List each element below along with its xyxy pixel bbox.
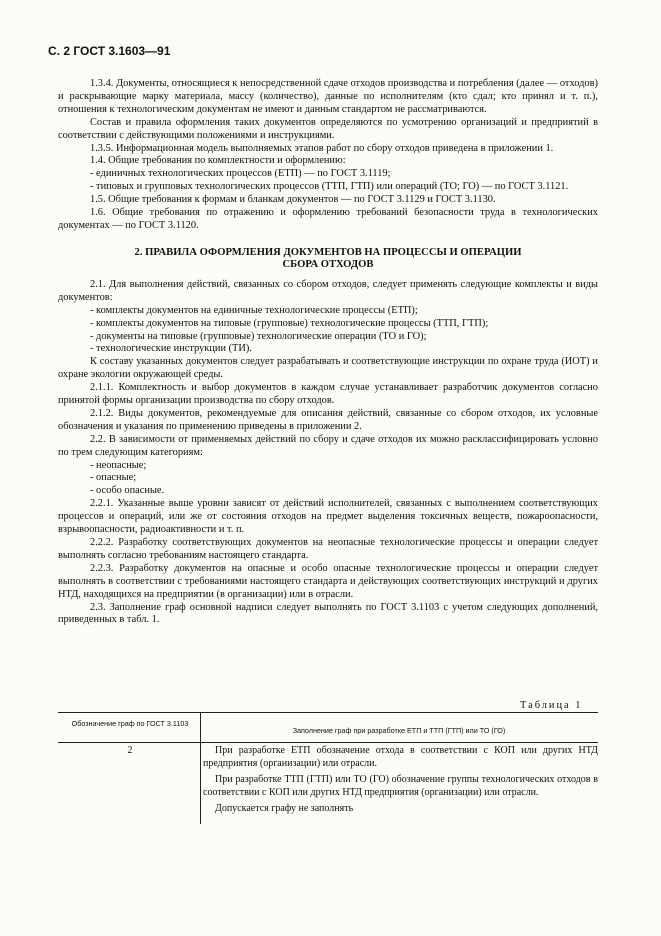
table-cell-text xyxy=(203,745,598,820)
list-item: - документы на типовые (групповые) технологические операции (ТО и ГО); xyxy=(90,330,427,342)
table-cell-paragraph: Допускается графу не заполнять xyxy=(215,803,354,815)
paragraph: 2.1.2. Виды документов, рекомендуемые для описания действий, связанные со сбором отходов, их условные обозначения и указания по применению приведены в приложении 2. xyxy=(58,407,598,432)
document-body xyxy=(58,78,598,627)
paragraph: Состав и правила оформления таких документов определяются по усмотрению организаций и предприятий в соответствии с действующими положениями и инструкциями. xyxy=(58,116,598,141)
table-cell-paragraph: При разработке ЕТП обозначение отхода в соответствии с КОП или других НТД предприятия (организации) или отрасли. xyxy=(203,745,598,769)
paragraph: 2.2. В зависимости от применяемых действий по сбору и сдаче отходов их можно расклассифицировать условно по трем следующим категориям: xyxy=(58,433,598,458)
list-item: - неопасные; xyxy=(90,459,147,471)
paragraph: 2.2.3. Разработку документов на опасные и особо опасные технологические процессы и операции следует выполнять в соответствии с требованиями настоящего стандарта и действующих соответствующих инструкций и других НТД, находящихся на предприятии (в организации) или в отрасли. xyxy=(58,562,598,600)
paragraph: 1.3.4. Документы, относящиеся к непосредственной сдаче отходов производства и потребления (далее — отходов) и раскрывающие марку материала, массу (количество), данные по исполнителям (кто сдал; кто принял и т. п.), отношения к технологическим документам не имеют и данным стандартом не рассматриваются. xyxy=(58,78,598,115)
list-item: - комплекты документов на единичные технологические процессы (ЕТП); xyxy=(90,304,418,316)
table-header-col1: Обозначение граф по ГОСТ 3.1103 xyxy=(71,719,189,728)
section-heading xyxy=(58,247,598,271)
paragraph: 2.2.1. Указанные выше уровни зависят от действий исполнителей, связанных с выполнением соответствующих процессов и операций, или же от состояния отходов на предмет выделения токсичных веществ, пожароопасности, взрывоопасности, радиоактивности и т. п. xyxy=(58,498,598,536)
table-cell-paragraph: При разработке ТТП (ГТП) или ТО (ГО) обозначение группы технологических отходов в соответствии с КОП или других НТД предприятия (организации) или отрасли. xyxy=(203,774,598,798)
section-title-line-2: СБОРА ОТХОДОВ xyxy=(282,258,374,270)
list-item: - опасные; xyxy=(90,472,137,484)
list-item: - особо опасные. xyxy=(90,485,165,497)
list-item: - единичных технологических процессов (ЕТП) — по ГОСТ 3.1119; xyxy=(90,168,391,180)
paragraph: 2.1. Для выполнения действий, связанных со сбором отходов, следует применять следующие комплекты и виды документов: xyxy=(58,278,598,303)
table-header-col2: Заполнение граф при разработке ЕТП и ТТП (ГТП) или ТО (ГО) xyxy=(292,726,506,735)
paragraph: К составу указанных документов следует разрабатывать и соответствующие инструкции по охране труда (ИОТ) и охране экологии окружающей среды. xyxy=(58,356,598,381)
list-item: - технологические инструкции (ТИ). xyxy=(90,343,252,355)
paragraph: 2.2.2. Разработку соответствующих документов на неопасные технологические процессы и операции следует выполнять согласно требованиям настоящего стандарта. xyxy=(58,537,598,561)
table-header-rule xyxy=(58,742,598,743)
table-caption: Таблица 1 xyxy=(520,700,583,711)
paragraph: 1.5. Общие требования к формам и бланкам документов — по ГОСТ 3.1129 и ГОСТ 3.1130. xyxy=(90,194,496,206)
list-item: - типовых и групповых технологических процессов (ТТП, ГТП) или операций (ТО; ГО) — по ГОСТ 3.1121. xyxy=(90,181,569,193)
page-header: С. 2 ГОСТ 3.1603—91 xyxy=(48,44,171,58)
paragraph: 2.1.1. Комплектность и выбор документов в каждом случае устанавливает разработчик документов согласно принятой формы организации производства по сбору отходов. xyxy=(58,382,598,407)
paragraph: 1.4. Общие требования по комплектности и оформлению: xyxy=(90,155,346,167)
table-top-rule xyxy=(58,712,598,713)
section-title-line-1: 2. ПРАВИЛА ОФОРМЛЕНИЯ ДОКУМЕНТОВ НА ПРОЦЕССЫ И ОПЕРАЦИИ xyxy=(134,246,522,258)
paragraph: 1.3.5. Информационная модель выполняемых этапов работ по сбору отходов приведена в приложении 1. xyxy=(90,142,554,154)
list-item: - комплекты документов на типовые (групповые) технологические процессы (ТТП, ГТП); xyxy=(90,317,489,329)
table-cell-number: 2 xyxy=(127,745,133,756)
paragraph: 2.3. Заполнение граф основной надписи следует выполнять по ГОСТ 3.1103 с учетом следующих дополнений, приведенных в табл. 1. xyxy=(58,601,598,626)
paragraph: 1.6. Общие требования по отражению и оформлению требований безопасности труда в технологических документах — по ГОСТ 3.1120. xyxy=(58,207,598,231)
